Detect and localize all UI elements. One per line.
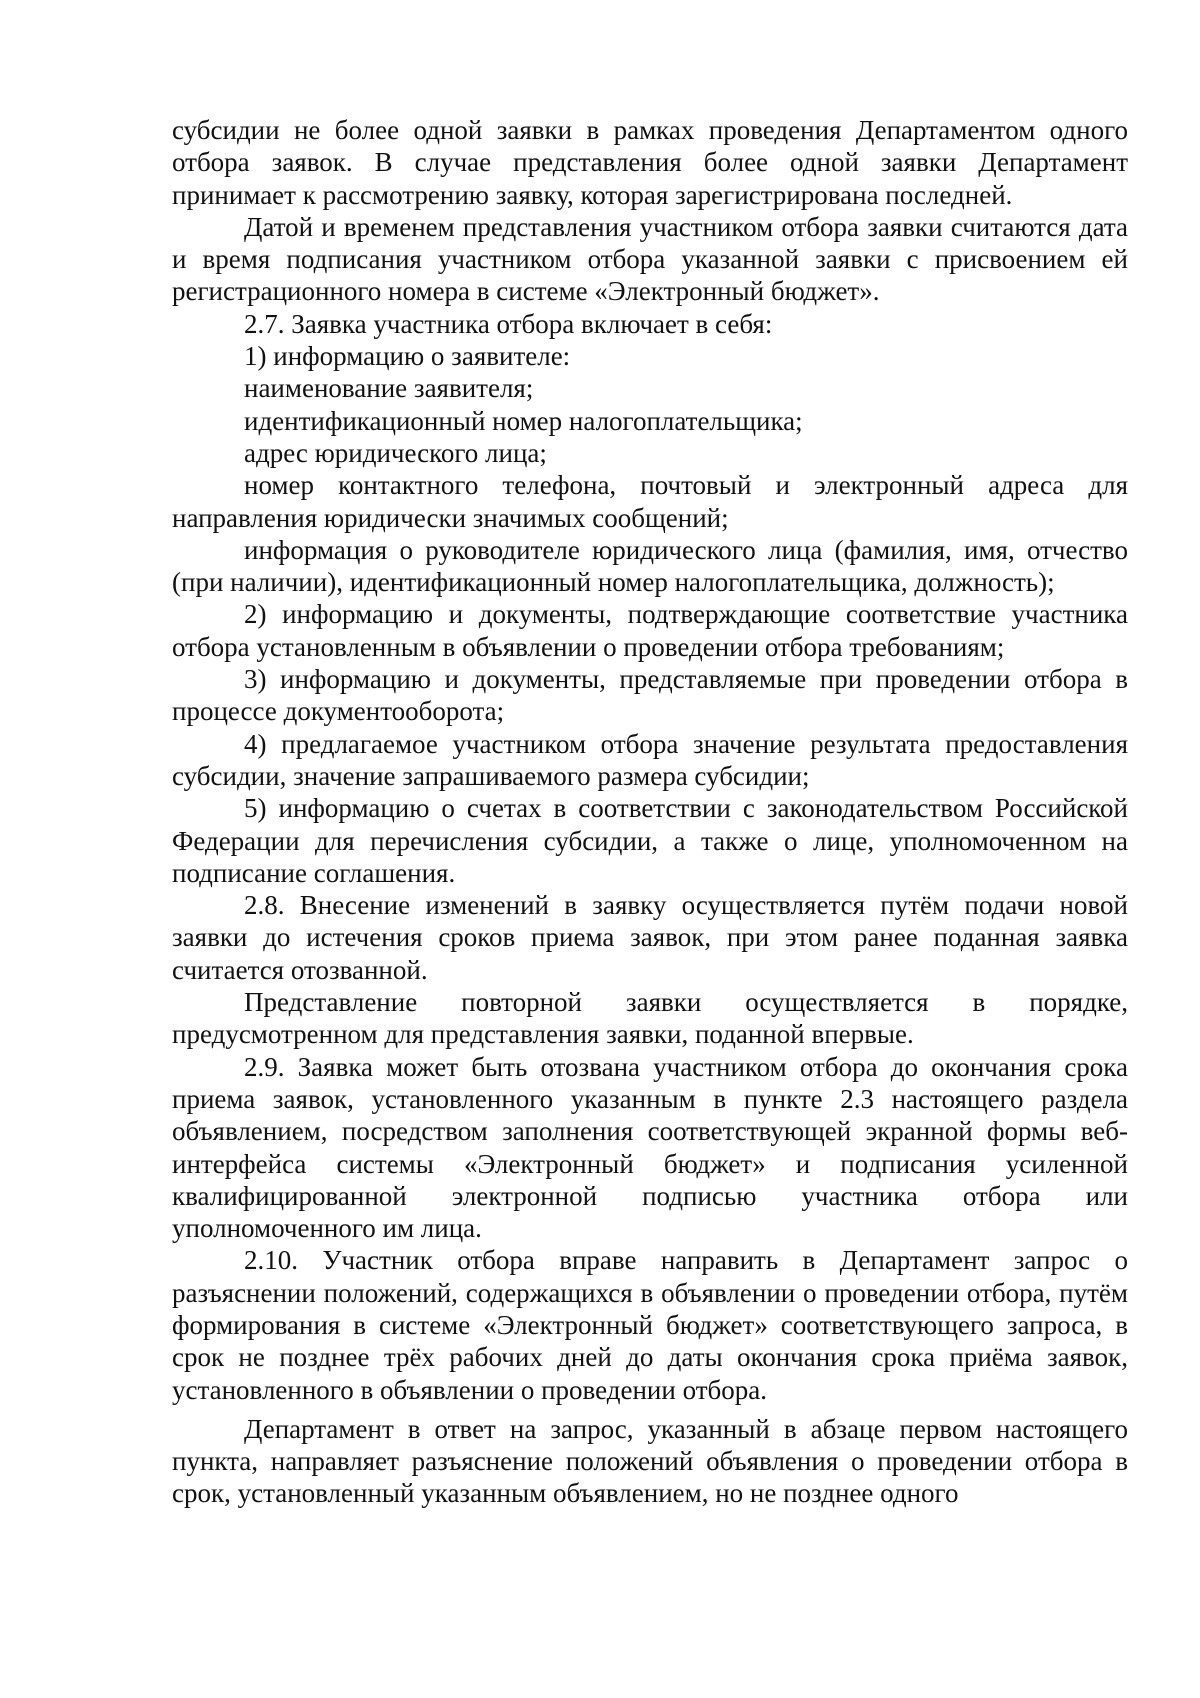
list-item-applicant-info: 1) информацию о заявителе: <box>244 341 571 372</box>
paragraph-2-8: 2.8. Внесение изменений в заявку осуществляется путём подачи новой заявки до истечения сроков приема заявок, при этом ранее поданная заявка считается отозванной. <box>172 890 1128 985</box>
list-item-applicant-name: наименование заявителя; <box>244 373 534 404</box>
paragraph-2-9: 2.9. Заявка может быть отозвана участником отбора до окончания срока приема заявок, установленного указанным в пункте 2.3 настоящего раздела объявлением, посредством заполнения соответствующей экранной формы веб-интерфейса системы «Электронный бюджет» и подписания усиленной квалифицированной электронной подписью участника отбора или уполномоченного им лица. <box>172 1051 1128 1244</box>
paragraph-department-response: Департамент в ответ на запрос, указанный в абзаце первом настоящего пункта, направляет разъяснение положений объявления о проведении отбора в срок, установленный указанным объявлением, но не позднее одного <box>172 1413 1128 1509</box>
paragraph-continuation: субсидии не более одной заявки в рамках проведения Департаментом одного отбора заявок. В случае представления более одной заявки Департамент принимает к рассмотрению заявку, которая зарегистрирована последней. <box>172 115 1128 210</box>
list-item-head-info: информация о руководителе юридического лица (фамилия, имя, отчество (при наличии), идентификационный номер налогоплательщика, должность); <box>172 534 1128 598</box>
document-body <box>172 114 1128 1510</box>
list-item-accounts-info: 5) информацию о счетах в соответствии с законодательством Российской Федерации для перечисления субсидии, а также о лице, уполномоченном на подписание соглашения. <box>172 793 1128 888</box>
list-item-compliance-docs: 2) информацию и документы, подтверждающие соответствие участника отбора установленным в объявлении о проведении отбора требованиям; <box>172 599 1128 662</box>
paragraph-2-10: 2.10. Участник отбора вправе направить в Департамент запрос о разъяснении положений, содержащихся в объявлении о проведении отбора, путём формирования в системе «Электронный бюджет» соответствующего запроса, в срок не позднее трёх рабочих дней до даты окончания срока приёма заявок, установленного в объявлении о проведении отбора. <box>172 1245 1128 1405</box>
list-item-taxpayer-number: идентификационный номер налогоплательщика; <box>244 405 803 436</box>
list-item-legal-address: адрес юридического лица; <box>244 437 547 468</box>
paragraph-resubmission: Представление повторной заявки осуществляется в порядке, предусмотренном для представления заявки, поданной впервые. <box>172 987 1128 1050</box>
paragraph-submission-time: Датой и временем представления участником отбора заявки считаются дата и время подписания участником отбора указанной заявки с присвоением ей регистрационного номера в системе «Электронный бюджет». <box>172 211 1128 307</box>
paragraph-2-7: 2.7. Заявка участника отбора включает в себя: <box>244 308 773 339</box>
list-item-contact-info: номер контактного телефона, почтовый и электронный адреса для направления юридически значимых сообщений; <box>172 470 1128 533</box>
list-item-proposed-result: 4) предлагаемое участником отбора значение результата предоставления субсидии, значение запрашиваемого размера субсидии; <box>172 728 1128 791</box>
list-item-workflow-docs: 3) информацию и документы, представляемые при проведении отбора в процессе документооборота; <box>172 664 1128 727</box>
